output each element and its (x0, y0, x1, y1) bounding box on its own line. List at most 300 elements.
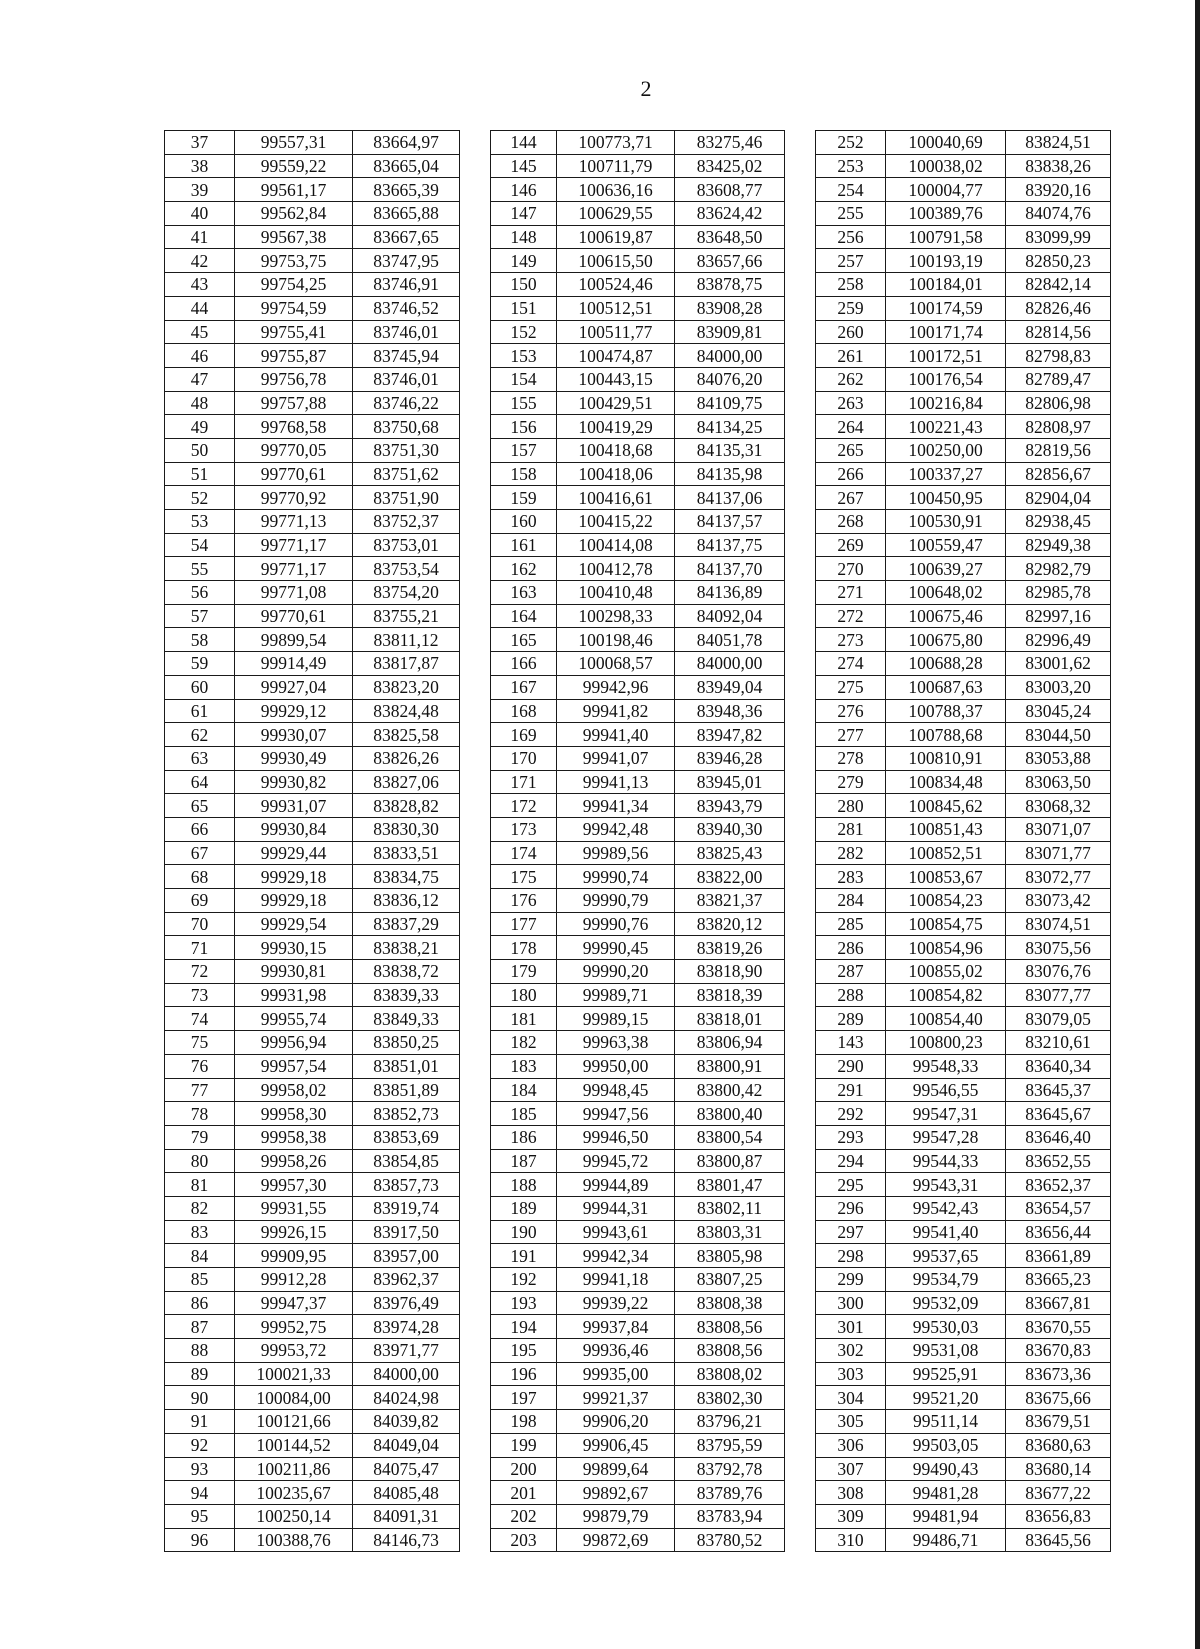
table-row (165, 1078, 1111, 1102)
coord-y-cell: 84000,00 (675, 344, 785, 368)
point-number-cell: 196 (491, 1362, 557, 1386)
column-spacer (460, 1031, 491, 1055)
column-spacer (785, 1291, 816, 1315)
point-number-cell: 284 (816, 889, 886, 913)
point-number-cell: 299 (816, 1268, 886, 1292)
coord-y-cell: 83796,21 (675, 1410, 785, 1434)
coord-x-cell: 99754,59 (235, 296, 353, 320)
point-number-cell: 181 (491, 1007, 557, 1031)
column-spacer (460, 1528, 491, 1552)
point-number-cell: 264 (816, 415, 886, 439)
table-row (165, 1481, 1111, 1505)
coord-x-cell: 100172,51 (886, 344, 1006, 368)
coord-x-cell: 99944,89 (557, 1173, 675, 1197)
coord-x-cell: 99947,37 (235, 1291, 353, 1315)
coord-x-cell: 99490,43 (886, 1457, 1006, 1481)
column-spacer (460, 249, 491, 273)
coord-x-cell: 99771,08 (235, 581, 353, 605)
coord-x-cell: 100788,68 (886, 723, 1006, 747)
column-spacer (785, 533, 816, 557)
point-number-cell: 173 (491, 817, 557, 841)
point-number-cell: 202 (491, 1504, 557, 1528)
column-spacer (460, 344, 491, 368)
coord-y-cell: 83780,52 (675, 1528, 785, 1552)
coord-x-cell: 99530,03 (886, 1315, 1006, 1339)
coord-y-cell: 83680,14 (1006, 1457, 1111, 1481)
point-number-cell: 162 (491, 557, 557, 581)
column-spacer (460, 628, 491, 652)
coord-x-cell: 100235,67 (235, 1481, 353, 1505)
table-row (165, 960, 1111, 984)
coord-y-cell: 83654,57 (1006, 1196, 1111, 1220)
coord-x-cell: 99892,67 (557, 1481, 675, 1505)
coord-y-cell: 83645,67 (1006, 1102, 1111, 1126)
coord-x-cell: 100021,33 (235, 1362, 353, 1386)
coord-y-cell: 83819,26 (675, 936, 785, 960)
point-number-cell: 303 (816, 1362, 886, 1386)
point-number-cell: 300 (816, 1291, 886, 1315)
coord-x-cell: 100788,37 (886, 699, 1006, 723)
coord-y-cell: 82819,56 (1006, 438, 1111, 462)
point-number-cell: 203 (491, 1528, 557, 1552)
point-number-cell: 46 (165, 344, 235, 368)
point-number-cell: 84 (165, 1244, 235, 1268)
column-spacer (460, 154, 491, 178)
coord-y-cell: 83673,36 (1006, 1362, 1111, 1386)
coord-y-cell: 84075,47 (353, 1457, 460, 1481)
coord-y-cell: 83753,54 (353, 557, 460, 581)
coord-x-cell: 100084,00 (235, 1386, 353, 1410)
coord-x-cell: 99941,07 (557, 746, 675, 770)
column-spacer (460, 1054, 491, 1078)
point-number-cell: 291 (816, 1078, 886, 1102)
coord-x-cell: 100144,52 (235, 1433, 353, 1457)
coord-x-cell: 99929,18 (235, 889, 353, 913)
coord-x-cell: 99770,61 (235, 604, 353, 628)
point-number-cell: 253 (816, 154, 886, 178)
point-number-cell: 287 (816, 960, 886, 984)
table-row (165, 296, 1111, 320)
column-spacer (460, 178, 491, 202)
point-number-cell: 270 (816, 557, 886, 581)
column-spacer (785, 367, 816, 391)
column-spacer (460, 1481, 491, 1505)
point-number-cell: 262 (816, 367, 886, 391)
coord-x-cell: 100412,78 (557, 557, 675, 581)
coord-y-cell: 82904,04 (1006, 486, 1111, 510)
coord-y-cell: 83425,02 (675, 154, 785, 178)
coord-x-cell: 99941,34 (557, 794, 675, 818)
column-spacer (460, 273, 491, 297)
column-spacer (785, 391, 816, 415)
coord-y-cell: 83656,83 (1006, 1504, 1111, 1528)
coord-y-cell: 83811,12 (353, 628, 460, 652)
coordinate-table (164, 130, 1111, 1552)
coord-x-cell: 100389,76 (886, 202, 1006, 226)
coord-x-cell: 99927,04 (235, 675, 353, 699)
coord-x-cell: 100559,47 (886, 533, 1006, 557)
column-spacer (460, 533, 491, 557)
coord-y-cell: 83802,11 (675, 1196, 785, 1220)
coord-y-cell: 83754,20 (353, 581, 460, 605)
column-spacer (460, 462, 491, 486)
coord-y-cell: 84146,73 (353, 1528, 460, 1552)
coord-x-cell: 100414,08 (557, 533, 675, 557)
coord-y-cell: 83073,42 (1006, 889, 1111, 913)
column-spacer (785, 249, 816, 273)
coord-x-cell: 100416,61 (557, 486, 675, 510)
coord-x-cell: 99948,45 (557, 1078, 675, 1102)
table-row (165, 533, 1111, 557)
table-row (165, 367, 1111, 391)
coord-y-cell: 83919,74 (353, 1196, 460, 1220)
coord-y-cell: 83808,02 (675, 1362, 785, 1386)
column-spacer (460, 841, 491, 865)
table-row (165, 841, 1111, 865)
point-number-cell: 280 (816, 794, 886, 818)
point-number-cell: 186 (491, 1125, 557, 1149)
coord-x-cell: 100388,76 (235, 1528, 353, 1552)
column-spacer (460, 770, 491, 794)
coord-y-cell: 83839,33 (353, 983, 460, 1007)
column-spacer (460, 225, 491, 249)
point-number-cell: 272 (816, 604, 886, 628)
column-spacer (460, 1007, 491, 1031)
point-number-cell: 152 (491, 320, 557, 344)
column-spacer (785, 1007, 816, 1031)
coord-y-cell: 83837,29 (353, 912, 460, 936)
coord-y-cell: 82814,56 (1006, 320, 1111, 344)
coord-y-cell: 83940,30 (675, 817, 785, 841)
point-number-cell: 197 (491, 1386, 557, 1410)
column-spacer (785, 1173, 816, 1197)
column-spacer (785, 817, 816, 841)
table-row (165, 746, 1111, 770)
point-number-cell: 258 (816, 273, 886, 297)
point-number-cell: 43 (165, 273, 235, 297)
coord-x-cell: 99899,54 (235, 628, 353, 652)
point-number-cell: 81 (165, 1173, 235, 1197)
column-spacer (785, 723, 816, 747)
point-number-cell: 200 (491, 1457, 557, 1481)
point-number-cell: 171 (491, 770, 557, 794)
table-row (165, 912, 1111, 936)
coord-y-cell: 83063,50 (1006, 770, 1111, 794)
coord-y-cell: 83948,36 (675, 699, 785, 723)
point-number-cell: 37 (165, 131, 235, 155)
coord-x-cell: 99559,22 (235, 154, 353, 178)
coord-x-cell: 99544,33 (886, 1149, 1006, 1173)
coord-x-cell: 100854,40 (886, 1007, 1006, 1031)
point-number-cell: 159 (491, 486, 557, 510)
table-row (165, 817, 1111, 841)
coord-x-cell: 99757,88 (235, 391, 353, 415)
point-number-cell: 283 (816, 865, 886, 889)
coord-y-cell: 83849,33 (353, 1007, 460, 1031)
point-number-cell: 301 (816, 1315, 886, 1339)
coord-y-cell: 83807,25 (675, 1268, 785, 1292)
column-spacer (785, 675, 816, 699)
point-number-cell: 169 (491, 723, 557, 747)
table-row (165, 889, 1111, 913)
column-spacer (460, 817, 491, 841)
column-spacer (785, 462, 816, 486)
point-number-cell: 76 (165, 1054, 235, 1078)
table-row (165, 344, 1111, 368)
column-spacer (785, 273, 816, 297)
coord-y-cell: 84076,20 (675, 367, 785, 391)
coord-y-cell: 83746,01 (353, 367, 460, 391)
column-spacer (785, 1125, 816, 1149)
coord-y-cell: 83830,30 (353, 817, 460, 841)
table-row (165, 391, 1111, 415)
column-spacer (460, 675, 491, 699)
coord-y-cell: 82985,78 (1006, 581, 1111, 605)
coord-x-cell: 99958,30 (235, 1102, 353, 1126)
coord-y-cell: 83909,81 (675, 320, 785, 344)
point-number-cell: 252 (816, 131, 886, 155)
coord-x-cell: 100418,68 (557, 438, 675, 462)
coord-y-cell: 83822,00 (675, 865, 785, 889)
column-spacer (460, 367, 491, 391)
coord-x-cell: 100250,14 (235, 1504, 353, 1528)
coord-y-cell: 82850,23 (1006, 249, 1111, 273)
column-spacer (785, 770, 816, 794)
column-spacer (785, 1339, 816, 1363)
coord-x-cell: 99929,18 (235, 865, 353, 889)
coord-x-cell: 99990,79 (557, 889, 675, 913)
point-number-cell: 54 (165, 533, 235, 557)
coord-x-cell: 100040,69 (886, 131, 1006, 155)
point-number-cell: 42 (165, 249, 235, 273)
table-row (165, 438, 1111, 462)
coord-x-cell: 99926,15 (235, 1220, 353, 1244)
coord-x-cell: 99952,75 (235, 1315, 353, 1339)
coord-x-cell: 99567,38 (235, 225, 353, 249)
point-number-cell: 175 (491, 865, 557, 889)
table-row (165, 154, 1111, 178)
point-number-cell: 167 (491, 675, 557, 699)
coord-x-cell: 99990,20 (557, 960, 675, 984)
coord-x-cell: 100193,19 (886, 249, 1006, 273)
table-row (165, 699, 1111, 723)
table-row (165, 1220, 1111, 1244)
point-number-cell: 51 (165, 462, 235, 486)
point-number-cell: 154 (491, 367, 557, 391)
coord-x-cell: 99534,79 (886, 1268, 1006, 1292)
column-spacer (460, 1220, 491, 1244)
coord-y-cell: 83834,75 (353, 865, 460, 889)
coord-y-cell: 83667,81 (1006, 1291, 1111, 1315)
table-row (165, 1102, 1111, 1126)
column-spacer (460, 391, 491, 415)
point-number-cell: 69 (165, 889, 235, 913)
coord-y-cell: 83652,37 (1006, 1173, 1111, 1197)
point-number-cell: 149 (491, 249, 557, 273)
coord-y-cell: 83079,05 (1006, 1007, 1111, 1031)
coord-x-cell: 99939,22 (557, 1291, 675, 1315)
table-row (165, 1125, 1111, 1149)
coord-y-cell: 83917,50 (353, 1220, 460, 1244)
point-number-cell: 176 (491, 889, 557, 913)
coord-y-cell: 83945,01 (675, 770, 785, 794)
coord-x-cell: 99942,96 (557, 675, 675, 699)
point-number-cell: 307 (816, 1457, 886, 1481)
coord-x-cell: 100619,87 (557, 225, 675, 249)
coord-x-cell: 100410,48 (557, 581, 675, 605)
point-number-cell: 47 (165, 367, 235, 391)
coord-x-cell: 99879,79 (557, 1504, 675, 1528)
coord-x-cell: 100852,51 (886, 841, 1006, 865)
column-spacer (785, 1102, 816, 1126)
coord-y-cell: 82938,45 (1006, 510, 1111, 534)
column-spacer (785, 202, 816, 226)
coord-y-cell: 83665,39 (353, 178, 460, 202)
coord-y-cell: 83833,51 (353, 841, 460, 865)
coord-x-cell: 100639,27 (886, 557, 1006, 581)
column-spacer (785, 983, 816, 1007)
point-number-cell: 174 (491, 841, 557, 865)
coord-x-cell: 99990,45 (557, 936, 675, 960)
point-number-cell: 170 (491, 746, 557, 770)
coord-x-cell: 100216,84 (886, 391, 1006, 415)
column-spacer (785, 296, 816, 320)
point-number-cell: 201 (491, 1481, 557, 1505)
coord-x-cell: 99943,61 (557, 1220, 675, 1244)
point-number-cell: 40 (165, 202, 235, 226)
column-spacer (785, 912, 816, 936)
column-spacer (460, 320, 491, 344)
coord-x-cell: 100511,77 (557, 320, 675, 344)
coord-x-cell: 99562,84 (235, 202, 353, 226)
column-spacer (460, 1433, 491, 1457)
coord-y-cell: 84051,78 (675, 628, 785, 652)
column-spacer (460, 557, 491, 581)
point-number-cell: 50 (165, 438, 235, 462)
point-number-cell: 74 (165, 1007, 235, 1031)
page-number: 2 (640, 76, 652, 101)
table-row (165, 983, 1111, 1007)
coord-y-cell: 83075,56 (1006, 936, 1111, 960)
point-number-cell: 184 (491, 1078, 557, 1102)
coord-y-cell: 83077,77 (1006, 983, 1111, 1007)
point-number-cell: 67 (165, 841, 235, 865)
coord-y-cell: 83808,56 (675, 1315, 785, 1339)
coord-y-cell: 83751,30 (353, 438, 460, 462)
column-spacer (460, 415, 491, 439)
column-spacer (785, 438, 816, 462)
point-number-cell: 93 (165, 1457, 235, 1481)
column-spacer (460, 1268, 491, 1292)
column-spacer (460, 1196, 491, 1220)
column-spacer (785, 178, 816, 202)
coord-x-cell: 100221,43 (886, 415, 1006, 439)
point-number-cell: 146 (491, 178, 557, 202)
table-row (165, 1339, 1111, 1363)
point-number-cell: 78 (165, 1102, 235, 1126)
point-number-cell: 161 (491, 533, 557, 557)
coord-y-cell: 84135,98 (675, 462, 785, 486)
coord-x-cell: 99755,41 (235, 320, 353, 344)
column-spacer (460, 912, 491, 936)
point-number-cell: 77 (165, 1078, 235, 1102)
point-number-cell: 306 (816, 1433, 886, 1457)
point-number-cell: 254 (816, 178, 886, 202)
point-number-cell: 83 (165, 1220, 235, 1244)
coord-y-cell: 83838,72 (353, 960, 460, 984)
coord-y-cell: 83818,39 (675, 983, 785, 1007)
coord-x-cell: 100198,46 (557, 628, 675, 652)
coord-y-cell: 83805,98 (675, 1244, 785, 1268)
point-number-cell: 39 (165, 178, 235, 202)
point-number-cell: 88 (165, 1339, 235, 1363)
coord-x-cell: 99532,09 (886, 1291, 1006, 1315)
table-row (165, 510, 1111, 534)
column-spacer (785, 415, 816, 439)
point-number-cell: 192 (491, 1268, 557, 1292)
coord-y-cell: 83826,26 (353, 746, 460, 770)
point-number-cell: 68 (165, 865, 235, 889)
point-number-cell: 91 (165, 1410, 235, 1434)
coord-x-cell: 99944,31 (557, 1196, 675, 1220)
coord-x-cell: 100171,74 (886, 320, 1006, 344)
coord-x-cell: 100298,33 (557, 604, 675, 628)
coord-y-cell: 83746,01 (353, 320, 460, 344)
point-number-cell: 144 (491, 131, 557, 155)
table-row (165, 320, 1111, 344)
point-number-cell: 273 (816, 628, 886, 652)
coord-x-cell: 99947,56 (557, 1102, 675, 1126)
point-number-cell: 295 (816, 1173, 886, 1197)
point-number-cell: 255 (816, 202, 886, 226)
coord-x-cell: 100834,48 (886, 770, 1006, 794)
coord-x-cell: 99541,40 (886, 1220, 1006, 1244)
coord-y-cell: 83878,75 (675, 273, 785, 297)
point-number-cell: 156 (491, 415, 557, 439)
point-number-cell: 183 (491, 1054, 557, 1078)
coord-y-cell: 83792,78 (675, 1457, 785, 1481)
column-spacer (460, 865, 491, 889)
column-spacer (785, 510, 816, 534)
coord-y-cell: 83824,51 (1006, 131, 1111, 155)
table-row (165, 770, 1111, 794)
coord-y-cell: 83053,88 (1006, 746, 1111, 770)
coord-x-cell: 100636,16 (557, 178, 675, 202)
column-spacer (785, 1196, 816, 1220)
coord-x-cell: 99755,87 (235, 344, 353, 368)
coord-y-cell: 83661,89 (1006, 1244, 1111, 1268)
coord-y-cell: 83680,63 (1006, 1433, 1111, 1457)
column-spacer (785, 936, 816, 960)
coord-x-cell: 99958,02 (235, 1078, 353, 1102)
coord-x-cell: 99768,58 (235, 415, 353, 439)
column-spacer (460, 652, 491, 676)
point-number-cell: 143 (816, 1031, 886, 1055)
table-row (165, 652, 1111, 676)
coord-y-cell: 83640,34 (1006, 1054, 1111, 1078)
coord-x-cell: 100854,75 (886, 912, 1006, 936)
coord-x-cell: 100629,55 (557, 202, 675, 226)
coord-y-cell: 83608,77 (675, 178, 785, 202)
point-number-cell: 269 (816, 533, 886, 557)
column-spacer (460, 723, 491, 747)
coord-x-cell: 100851,43 (886, 817, 1006, 841)
table-body (165, 131, 1111, 1552)
point-number-cell: 89 (165, 1362, 235, 1386)
point-number-cell: 79 (165, 1125, 235, 1149)
coord-x-cell: 99990,74 (557, 865, 675, 889)
coord-y-cell: 83045,24 (1006, 699, 1111, 723)
